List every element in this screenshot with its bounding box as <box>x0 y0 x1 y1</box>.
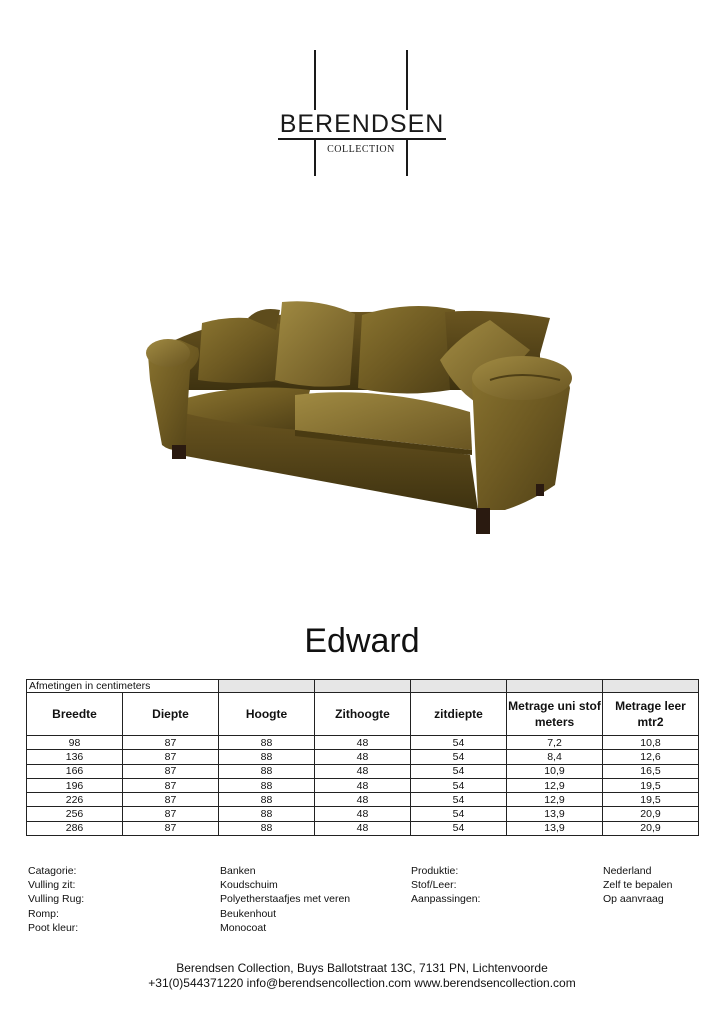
caption-spacer <box>603 680 699 693</box>
table-cell: 54 <box>411 764 507 778</box>
table-caption-row <box>27 680 699 693</box>
table-cell: 98 <box>27 736 123 750</box>
table-cell: 12,9 <box>507 793 603 807</box>
spec-label: Produktie: <box>411 865 459 877</box>
table-cell: 19,5 <box>603 778 699 792</box>
caption-spacer <box>507 680 603 693</box>
header-zithoogte: Zithoogte <box>315 693 411 736</box>
table-cell: 54 <box>411 821 507 835</box>
table-cell: 88 <box>219 750 315 764</box>
table-cell: 88 <box>219 764 315 778</box>
table-cell: 226 <box>27 793 123 807</box>
table-cell: 88 <box>219 778 315 792</box>
logo-brand-text: BERENDSEN <box>276 110 448 138</box>
table-row <box>27 764 699 778</box>
table-cell: 7,2 <box>507 736 603 750</box>
table-cell: 48 <box>315 750 411 764</box>
table-cell: 87 <box>123 764 219 778</box>
table-caption: Afmetingen in centimeters <box>27 680 219 693</box>
table-row <box>27 793 699 807</box>
table-cell: 20,9 <box>603 807 699 821</box>
table-row <box>27 807 699 821</box>
table-cell: 54 <box>411 778 507 792</box>
header-breedte: Breedte <box>27 693 123 736</box>
spec-values-left <box>220 864 350 935</box>
header-metrage-leer: Metrage leer mtr2 <box>603 693 699 736</box>
table-cell: 286 <box>27 821 123 835</box>
spec-label: Vulling Rug: <box>28 893 85 906</box>
table-cell: 48 <box>315 807 411 821</box>
header-zitdiepte: zitdiepte <box>411 693 507 736</box>
table-cell: 136 <box>27 750 123 764</box>
footer-contact: +31(0)544371220 info@berendsencollection.com www.berendsencollection.com <box>148 976 576 990</box>
table-cell: 87 <box>123 821 219 835</box>
table-row <box>27 736 699 750</box>
table-cell: 54 <box>411 750 507 764</box>
table-cell: 196 <box>27 778 123 792</box>
table-row <box>27 750 699 764</box>
table-cell: 13,9 <box>507 821 603 835</box>
product-title: Edward <box>304 622 420 660</box>
table-cell: 87 <box>123 750 219 764</box>
caption-spacer <box>411 680 507 693</box>
spec-value: Koudschuim <box>220 879 278 892</box>
table-cell: 87 <box>123 793 219 807</box>
footer-address: Berendsen Collection, Buys Ballotstraat 13C, 7131 PN, Lichtenvoorde <box>176 961 548 975</box>
table-row <box>27 778 699 792</box>
table-cell: 87 <box>123 807 219 821</box>
table-cell: 54 <box>411 793 507 807</box>
table-cell: 87 <box>123 736 219 750</box>
table-cell: 19,5 <box>603 793 699 807</box>
spec-value: Polyetherstaafjes met veren <box>220 893 351 906</box>
table-cell: 88 <box>219 821 315 835</box>
spec-value: Op aanvraag <box>603 893 664 906</box>
table-cell: 54 <box>411 807 507 821</box>
spec-labels-right <box>411 864 480 907</box>
dimensions-table <box>26 679 699 836</box>
caption-spacer <box>315 680 411 693</box>
table-cell: 48 <box>315 793 411 807</box>
spec-value: Zelf te bepalen <box>603 879 673 892</box>
logo-divider <box>278 138 446 140</box>
table-cell: 16,5 <box>603 764 699 778</box>
spec-value: Monocoat <box>220 921 267 934</box>
table-header-row <box>27 693 699 736</box>
table-cell: 88 <box>219 793 315 807</box>
table-cell: 48 <box>315 764 411 778</box>
table-cell: 54 <box>411 736 507 750</box>
table-cell: 20,9 <box>603 821 699 835</box>
table-cell: 13,9 <box>507 807 603 821</box>
table-cell: 10,8 <box>603 736 699 750</box>
spec-value: Beukenhout <box>220 907 277 920</box>
spec-label: Aanpassingen: <box>411 893 481 906</box>
table-cell: 48 <box>315 821 411 835</box>
table-cell: 88 <box>219 807 315 821</box>
table-cell: 48 <box>315 778 411 792</box>
header-diepte: Diepte <box>123 693 219 736</box>
spec-values-right <box>603 864 672 907</box>
table-cell: 166 <box>27 764 123 778</box>
spec-label: Poot kleur: <box>28 921 79 934</box>
spec-label: Vulling zit: <box>28 879 76 892</box>
spec-label: Romp: <box>28 907 59 920</box>
spec-label: Catagorie: <box>28 865 77 877</box>
spec-value: Nederland <box>603 865 652 877</box>
logo-sub-text: COLLECTION <box>316 143 406 157</box>
header-hoogte: Hoogte <box>219 693 315 736</box>
spec-label: Stof/Leer: <box>411 879 457 892</box>
spec-value: Banken <box>220 865 256 877</box>
table-row <box>27 821 699 835</box>
table-cell: 88 <box>219 736 315 750</box>
table-cell: 87 <box>123 778 219 792</box>
table-cell: 12,6 <box>603 750 699 764</box>
caption-spacer <box>219 680 315 693</box>
table-cell: 48 <box>315 736 411 750</box>
header-metrage-stof: Metrage uni stof meters <box>507 693 603 736</box>
table-cell: 256 <box>27 807 123 821</box>
table-cell: 12,9 <box>507 778 603 792</box>
spec-labels-left <box>28 864 84 935</box>
table-cell: 8,4 <box>507 750 603 764</box>
sofa-image <box>110 240 610 560</box>
table-cell: 10,9 <box>507 764 603 778</box>
brand-logo <box>276 50 448 178</box>
